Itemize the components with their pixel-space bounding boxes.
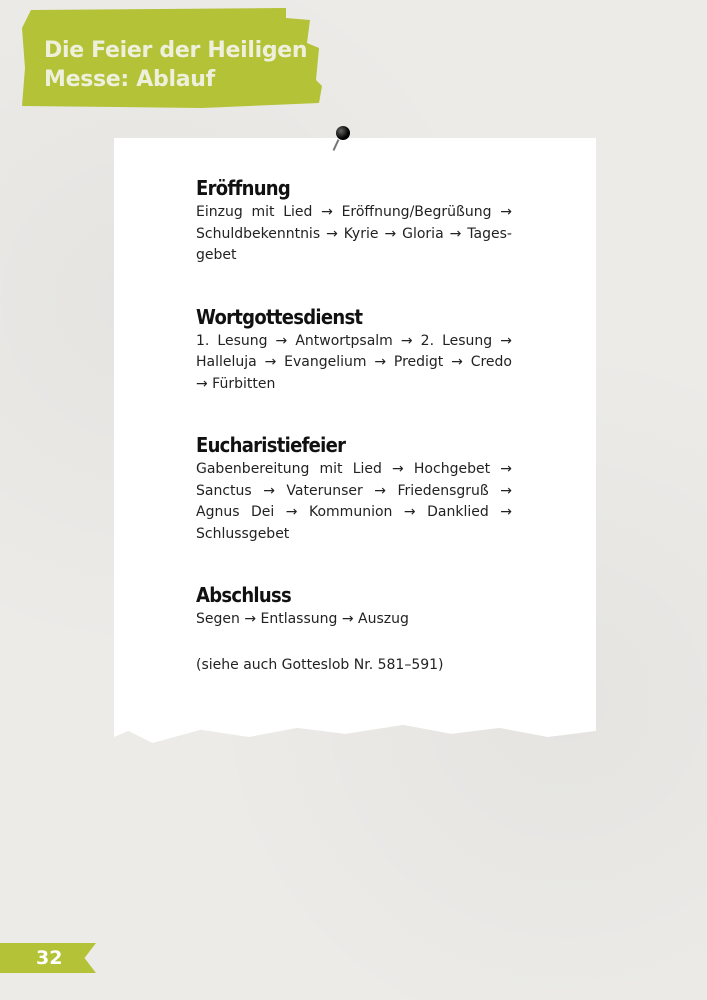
title-line-2: Messe: Ablauf	[44, 67, 215, 92]
section-text-line: Gabenbereitung mit Lied → Hochgebet →	[196, 461, 512, 477]
section-text-line: Einzug mit Lied → Eröffnung/Begrüßung →	[196, 204, 512, 220]
section-text-line: Schuldbekenntnis → Kyrie → Gloria → Tages-	[196, 225, 512, 242]
section-text-line: Schlussgebet	[196, 525, 290, 542]
mass-order-list	[196, 174, 512, 673]
section-heading: Eucharistiefeier	[196, 433, 346, 457]
pushpin-icon	[336, 126, 350, 140]
section-text-line: → Fürbitten	[196, 375, 276, 392]
section-text-line: 1. Lesung → Antwortpsalm → 2. Lesung →	[196, 332, 512, 349]
section-text-line: Segen → Entlassung → Auszug	[196, 611, 409, 627]
title-line-1: Die Feier der Heiligen	[44, 38, 308, 63]
section-eroeffnung	[196, 174, 512, 267]
page-title	[44, 36, 307, 94]
section-heading: Abschluss	[196, 583, 291, 607]
section-eucharistiefeier	[196, 431, 512, 545]
section-wortgottesdienst	[196, 303, 512, 396]
section-text-line: Agnus Dei → Kommunion → Danklied →	[196, 504, 512, 520]
section-text-line: Halleluja → Evangelium → Predigt → Credo	[196, 354, 512, 370]
section-heading: Eröffnung	[196, 176, 291, 200]
reference-note: (siehe auch Gotteslob Nr. 581–591)	[196, 656, 444, 673]
page-number: 32	[36, 947, 63, 969]
section-abschluss	[196, 581, 512, 631]
section-heading: Wortgottesdienst	[196, 304, 363, 329]
section-text-line: Sanctus → Vaterunser → Friedensgruß →	[196, 482, 512, 499]
section-text-line: gebet	[196, 247, 237, 263]
